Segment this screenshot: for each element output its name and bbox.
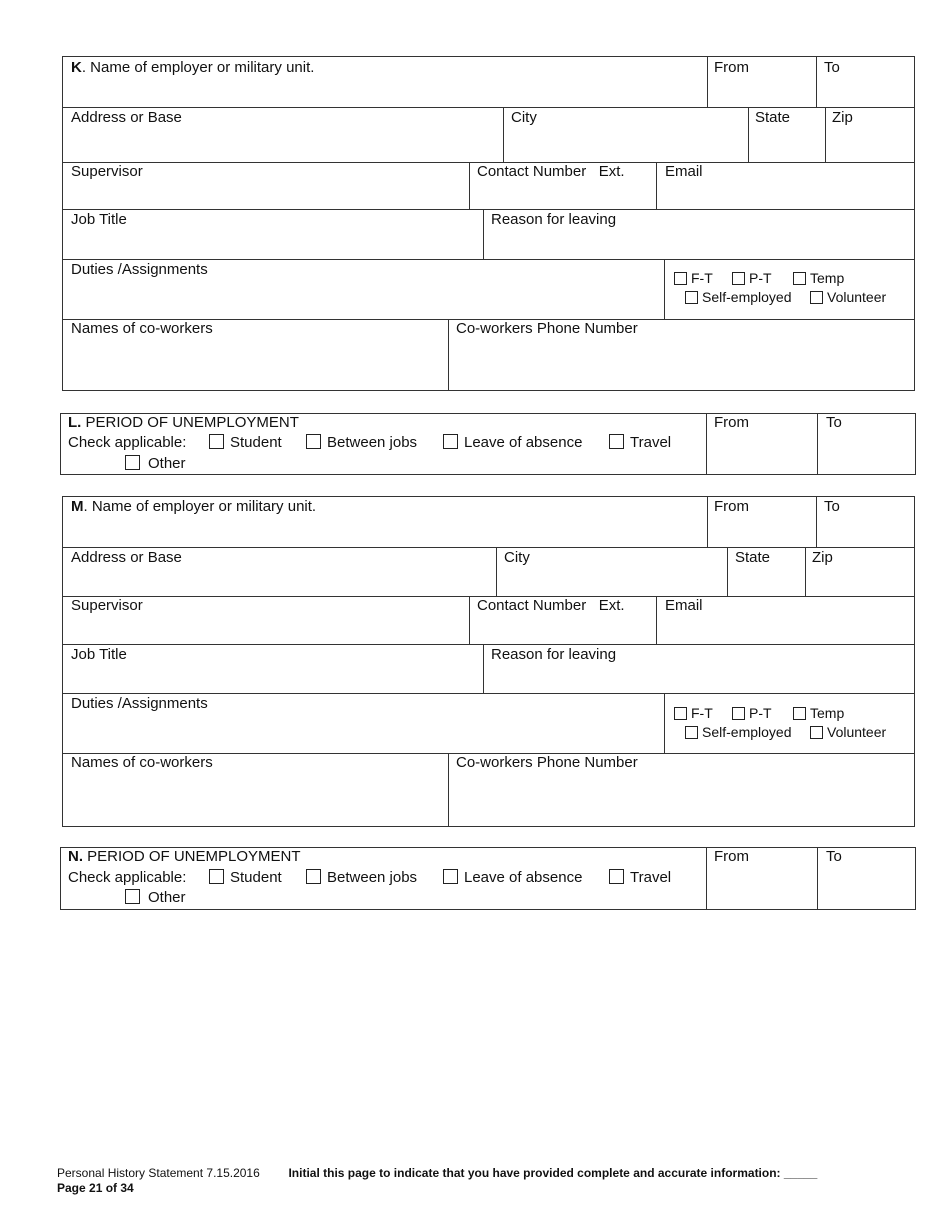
pt-checkbox[interactable] (732, 272, 745, 285)
between-jobs-option[interactable] (306, 434, 417, 452)
to-date-field[interactable] (818, 848, 915, 909)
other-option[interactable] (125, 889, 186, 907)
section-m-employer (62, 496, 915, 827)
address-field[interactable] (63, 108, 503, 162)
travel-label: Travel (630, 434, 672, 451)
section-l-title-text: PERIOD OF UNEMPLOYMENT (85, 414, 299, 431)
state-field[interactable] (749, 108, 825, 162)
between-jobs-option[interactable] (306, 869, 417, 887)
temp-checkbox[interactable] (793, 707, 806, 720)
job-title-field[interactable] (63, 645, 483, 693)
section-n-unemployment (60, 847, 916, 910)
self-employed-label: Self-employed (702, 289, 792, 305)
state-label: State (755, 109, 791, 126)
section-k-employer (62, 56, 915, 391)
self-employed-option[interactable] (685, 723, 792, 741)
section-n-title-text: PERIOD OF UNEMPLOYMENT (87, 848, 301, 865)
address-label: Address or Base (71, 109, 182, 126)
leave-of-absence-option[interactable] (443, 434, 582, 452)
email-label: Email (665, 163, 703, 180)
other-label: Other (148, 889, 186, 906)
leave-of-absence-label: Leave of absence (464, 869, 583, 886)
zip-field[interactable] (806, 548, 915, 596)
supervisor-label: Supervisor (71, 597, 143, 614)
from-label: From (714, 848, 749, 865)
to-label: To (826, 848, 842, 865)
travel-option[interactable] (609, 869, 671, 887)
section-k-letter: K (71, 59, 82, 76)
page-number: Page 21 of 34 (57, 1181, 134, 1195)
from-label: From (714, 59, 749, 76)
student-checkbox[interactable] (209, 869, 224, 884)
volunteer-option[interactable] (810, 723, 886, 741)
zip-label: Zip (832, 109, 853, 126)
between-jobs-label: Between jobs (327, 434, 418, 451)
travel-label: Travel (630, 869, 672, 886)
volunteer-label: Volunteer (827, 289, 887, 305)
to-label: To (824, 498, 840, 515)
section-l-unemployment (60, 413, 916, 475)
ft-option[interactable] (674, 704, 713, 722)
pt-label: P-T (749, 270, 772, 286)
contact-number-field[interactable] (470, 597, 656, 644)
leave-of-absence-option[interactable] (443, 869, 582, 887)
contact-number-field[interactable] (470, 163, 656, 209)
section-m-title-text: . Name of employer or military unit. (83, 498, 317, 515)
student-label: Student (230, 869, 282, 886)
supervisor-field[interactable] (63, 597, 469, 644)
section-l-title (68, 414, 299, 432)
from-label: From (714, 498, 749, 515)
student-checkbox[interactable] (209, 434, 224, 449)
reason-for-leaving-label: Reason for leaving (491, 211, 617, 228)
ft-label: F-T (691, 705, 713, 721)
footer-line-1 (57, 1166, 817, 1181)
check-applicable-label: Check applicable: (68, 869, 187, 886)
duties-field[interactable] (63, 260, 664, 318)
temp-option[interactable] (793, 269, 844, 287)
state-field[interactable] (728, 548, 805, 596)
zip-field[interactable] (826, 108, 915, 162)
employer-name-field[interactable] (63, 497, 707, 547)
reason-for-leaving-label: Reason for leaving (491, 646, 617, 663)
temp-label: Temp (810, 705, 845, 721)
supervisor-label: Supervisor (71, 163, 143, 180)
ft-checkbox[interactable] (674, 707, 687, 720)
travel-option[interactable] (609, 434, 671, 452)
email-label: Email (665, 597, 703, 614)
supervisor-field[interactable] (63, 163, 469, 209)
pt-checkbox[interactable] (732, 707, 745, 720)
job-title-label: Job Title (71, 211, 127, 228)
coworkers-field[interactable] (63, 320, 448, 390)
coworkers-phone-label: Co-workers Phone Number (456, 754, 638, 771)
address-label: Address or Base (71, 549, 182, 566)
reason-for-leaving-field[interactable] (484, 210, 915, 259)
other-label: Other (148, 455, 186, 472)
to-label: To (824, 59, 840, 76)
self-employed-checkbox[interactable] (685, 726, 698, 739)
between-jobs-label: Between jobs (327, 869, 418, 886)
initial-instruction: Initial this page to indicate that you have provided complete and accurate information: _____ (288, 1166, 818, 1180)
job-title-field[interactable] (63, 210, 483, 259)
to-date-field[interactable] (818, 414, 915, 474)
section-l-letter: L. (68, 414, 82, 431)
duties-label: Duties /Assignments (71, 695, 208, 712)
check-applicable-label: Check applicable: (68, 434, 187, 451)
city-field[interactable] (504, 108, 748, 162)
contact-number-label: Contact Number Ext. (477, 597, 625, 614)
coworkers-phone-label: Co-workers Phone Number (456, 320, 638, 337)
travel-checkbox[interactable] (609, 869, 624, 884)
between-jobs-checkbox[interactable] (306, 869, 321, 884)
between-jobs-checkbox[interactable] (306, 434, 321, 449)
to-label: To (826, 414, 842, 431)
other-checkbox[interactable] (125, 455, 140, 470)
from-date-field[interactable] (708, 497, 816, 547)
document-name: Personal History Statement 7.15.2016 (57, 1166, 260, 1180)
leave-of-absence-label: Leave of absence (464, 434, 583, 451)
coworkers-label: Names of co-workers (71, 320, 213, 337)
student-option[interactable] (209, 434, 282, 452)
coworkers-phone-field[interactable] (449, 320, 915, 390)
job-title-label: Job Title (71, 646, 127, 663)
from-date-field[interactable] (707, 414, 817, 474)
zip-label: Zip (812, 549, 833, 566)
address-field[interactable] (63, 548, 496, 596)
from-label: From (714, 414, 749, 431)
page-footer (57, 1166, 817, 1196)
ft-label: F-T (691, 270, 713, 286)
section-m-letter: M (71, 498, 84, 515)
email-field[interactable] (657, 597, 915, 644)
city-label: City (511, 109, 537, 126)
volunteer-label: Volunteer (827, 724, 887, 740)
volunteer-checkbox[interactable] (810, 291, 823, 304)
self-employed-option[interactable] (685, 288, 792, 306)
self-employed-label: Self-employed (702, 724, 792, 740)
student-label: Student (230, 434, 282, 451)
state-label: State (735, 549, 771, 566)
pt-option[interactable] (732, 269, 772, 287)
leave-of-absence-checkbox[interactable] (443, 434, 458, 449)
section-n-title (68, 848, 301, 866)
ft-checkbox[interactable] (674, 272, 687, 285)
from-date-field[interactable] (708, 57, 816, 107)
other-checkbox[interactable] (125, 889, 140, 904)
temp-option[interactable] (793, 704, 844, 722)
duties-field[interactable] (63, 694, 664, 752)
coworkers-field[interactable] (63, 754, 448, 826)
temp-label: Temp (810, 270, 845, 286)
pt-option[interactable] (732, 704, 772, 722)
reason-for-leaving-field[interactable] (484, 645, 915, 693)
section-k-title-text: . Name of employer or military unit. (81, 59, 315, 76)
footer-line-2 (57, 1181, 817, 1196)
coworkers-phone-field[interactable] (449, 754, 915, 826)
other-option[interactable] (125, 455, 186, 473)
to-date-field[interactable] (817, 57, 915, 107)
coworkers-label: Names of co-workers (71, 754, 213, 771)
volunteer-option[interactable] (810, 288, 886, 306)
ft-option[interactable] (674, 269, 713, 287)
student-option[interactable] (209, 869, 282, 887)
section-n-letter: N. (68, 848, 83, 865)
volunteer-checkbox[interactable] (810, 726, 823, 739)
employer-name-field[interactable] (63, 57, 707, 107)
from-date-field[interactable] (707, 848, 817, 909)
self-employed-checkbox[interactable] (685, 291, 698, 304)
contact-number-label: Contact Number Ext. (477, 163, 625, 180)
temp-checkbox[interactable] (793, 272, 806, 285)
travel-checkbox[interactable] (609, 434, 624, 449)
leave-of-absence-checkbox[interactable] (443, 869, 458, 884)
pt-label: P-T (749, 705, 772, 721)
to-date-field[interactable] (817, 497, 915, 547)
city-field[interactable] (497, 548, 727, 596)
city-label: City (504, 549, 530, 566)
email-field[interactable] (657, 163, 915, 209)
duties-label: Duties /Assignments (71, 261, 208, 278)
